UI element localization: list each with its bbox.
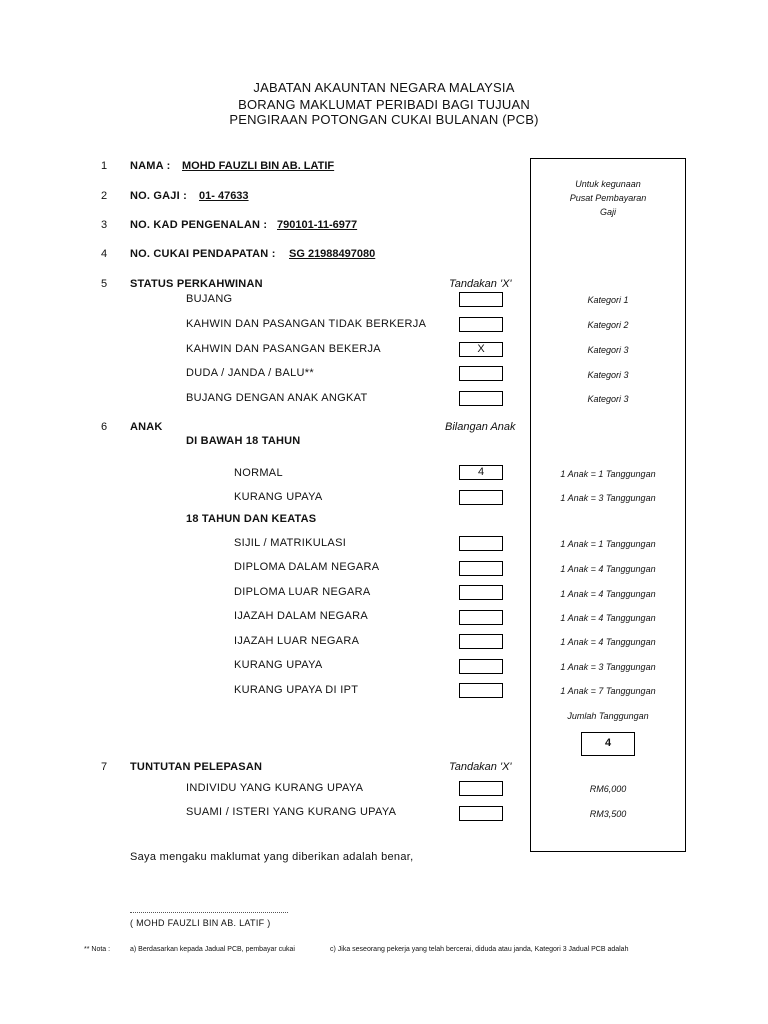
name-value: MOHD FAUZLI BIN AB. LATIF: [182, 160, 335, 172]
relief-option-amount: RM3,500: [589, 809, 627, 819]
relief-option-checkbox[interactable]: [459, 806, 503, 821]
child-dependent-rule: 1 Anak = 1 Tanggungan: [560, 539, 656, 549]
footnote-c: c) Jika seseorang pekerja yang telah bercerai, diduda atau janda, Kategori 3 Jadual PCB adalah: [330, 946, 629, 953]
child-count-input[interactable]: [459, 536, 503, 551]
relief-option-checkbox[interactable]: [459, 781, 503, 796]
section5-number: 5: [101, 278, 108, 290]
marital-status-hint: Tandakan 'X': [449, 278, 512, 290]
marital-option-checkbox[interactable]: [459, 366, 503, 381]
section2-number: 2: [101, 190, 108, 202]
relief-option-label: INDIVIDU YANG KURANG UPAYA: [186, 782, 364, 794]
child-dependent-rule: 1 Anak = 7 Tanggungan: [560, 686, 656, 696]
child-category-label: IJAZAH DALAM NEGARA: [234, 610, 369, 622]
marital-option-checkbox[interactable]: [459, 317, 503, 332]
child-dependent-rule: 1 Anak = 3 Tanggungan: [560, 493, 656, 503]
child-count-input[interactable]: [459, 610, 503, 625]
signature-name: ( MOHD FAUZLI BIN AB. LATIF ): [130, 918, 271, 928]
tax-no-value: SG 21988497080: [289, 248, 376, 260]
child-count-input[interactable]: 4: [459, 465, 503, 480]
declaration-text: Saya mengaku maklumat yang diberikan adalah benar,: [130, 851, 414, 863]
child-dependent-rule: 1 Anak = 3 Tanggungan: [560, 662, 656, 672]
child-category-label: KURANG UPAYA: [234, 659, 323, 671]
marital-option-checkbox[interactable]: [459, 292, 503, 307]
section3-number: 3: [101, 219, 108, 231]
office-use-line1: Untuk kegunaan: [575, 179, 641, 189]
office-use-line2: Pusat Pembayaran: [569, 193, 647, 203]
child-count-input[interactable]: [459, 659, 503, 674]
child-category-label: IJAZAH LUAR NEGARA: [234, 635, 360, 647]
under18-heading: DI BAWAH 18 TAHUN: [186, 435, 301, 447]
child-count-input[interactable]: [459, 585, 503, 600]
child-category-label: KURANG UPAYA: [234, 491, 323, 503]
child-dependent-rule: 1 Anak = 4 Tanggungan: [560, 564, 656, 574]
marital-option-label: KAHWIN DAN PASANGAN TIDAK BERKERJA: [186, 318, 427, 330]
relief-claim-label: TUNTUTAN PELEPASAN: [130, 761, 263, 773]
ic-no-label: NO. KAD PENGENALAN :: [130, 219, 268, 231]
relief-option-label: SUAMI / ISTERI YANG KURANG UPAYA: [186, 806, 397, 818]
marital-option-label: BUJANG DENGAN ANAK ANGKAT: [186, 392, 368, 404]
marital-option-label: DUDA / JANDA / BALU**: [186, 367, 314, 379]
marital-option-label: KAHWIN DAN PASANGAN BEKERJA: [186, 343, 381, 355]
header-agency: JABATAN AKAUNTAN NEGARA MALAYSIA: [253, 80, 515, 95]
footnote-prefix: ** Nota :: [84, 946, 111, 953]
relief-option-amount: RM6,000: [589, 784, 627, 794]
marital-option-category: Kategori 1: [587, 295, 629, 305]
child-count-input[interactable]: [459, 490, 503, 505]
marital-option-category: Kategori 3: [587, 394, 629, 404]
children-hint: Bilangan Anak: [445, 421, 516, 433]
section6-number: 6: [101, 421, 108, 433]
child-count-input[interactable]: [459, 561, 503, 576]
tax-no-label: NO. CUKAI PENDAPATAN :: [130, 248, 276, 260]
child-dependent-rule: 1 Anak = 4 Tanggungan: [560, 637, 656, 647]
office-use-line3: Gaji: [599, 207, 616, 217]
marital-option-category: Kategori 3: [587, 370, 629, 380]
child-category-label: DIPLOMA LUAR NEGARA: [234, 586, 371, 598]
child-category-label: KURANG UPAYA DI IPT: [234, 684, 359, 696]
ic-no-value: 790101-11-6977: [277, 219, 358, 231]
child-category-label: NORMAL: [234, 467, 283, 479]
child-count-input[interactable]: [459, 634, 503, 649]
salary-no-label: NO. GAJI :: [130, 190, 188, 202]
marital-option-checkbox[interactable]: X: [459, 342, 503, 357]
section4-number: 4: [101, 248, 108, 260]
child-dependent-rule: 1 Anak = 1 Tanggungan: [560, 469, 656, 479]
marital-status-label: STATUS PERKAHWINAN: [130, 278, 263, 290]
total-dependents-label: Jumlah Tanggungan: [567, 711, 649, 721]
footnote-a: a) Berdasarkan kepada Jadual PCB, pembayar cukai: [130, 946, 295, 953]
children-label: ANAK: [130, 421, 163, 433]
header-form-title: BORANG MAKLUMAT PERIBADI BAGI TUJUAN: [238, 97, 530, 112]
child-category-label: DIPLOMA DALAM NEGARA: [234, 561, 380, 573]
header-form-subtitle: PENGIRAAN POTONGAN CUKAI BULANAN (PCB): [229, 112, 539, 127]
section1-number: 1: [101, 160, 108, 172]
name-label: NAMA :: [130, 160, 171, 172]
child-count-input[interactable]: [459, 683, 503, 698]
total-dependents-value: 4: [581, 732, 635, 756]
child-dependent-rule: 1 Anak = 4 Tanggungan: [560, 613, 656, 623]
marital-option-category: Kategori 2: [587, 320, 629, 330]
over18-heading: 18 TAHUN DAN KEATAS: [186, 513, 317, 525]
marital-option-category: Kategori 3: [587, 345, 629, 355]
relief-claim-hint: Tandakan 'X': [449, 761, 512, 773]
child-dependent-rule: 1 Anak = 4 Tanggungan: [560, 589, 656, 599]
signature-line: [130, 912, 288, 913]
section7-number: 7: [101, 761, 108, 773]
salary-no-value: 01- 47633: [199, 190, 249, 202]
child-category-label: SIJIL / MATRIKULASI: [234, 537, 347, 549]
marital-option-label: BUJANG: [186, 293, 233, 305]
marital-option-checkbox[interactable]: [459, 391, 503, 406]
